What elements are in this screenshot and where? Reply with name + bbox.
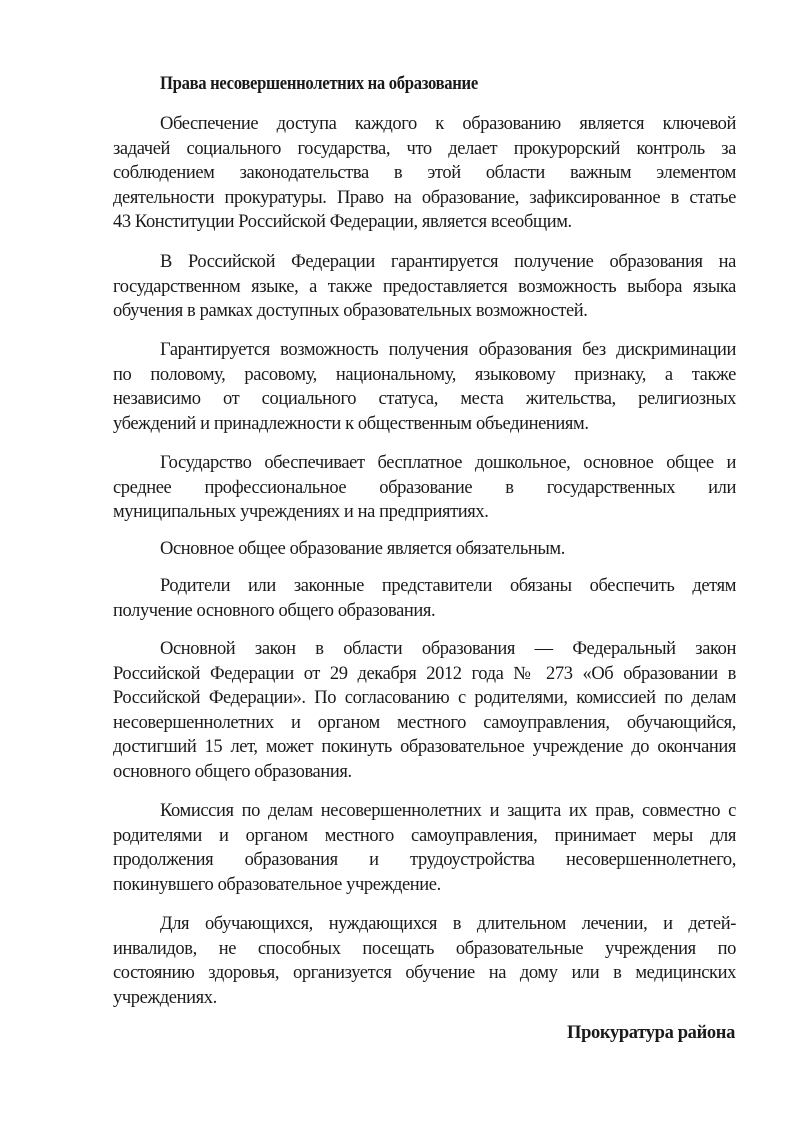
text-line: Основной закон в области образования — Федеральный закон [160,639,736,659]
text-line: основного общего образования. [113,761,352,782]
text-line: Гарантируется возможность получения образования без дискриминации [160,340,736,360]
text-line: по половому, расовому, национальному, языковому признаку, а также [113,364,736,385]
text-line: инвалидов, не способных посещать образовательные учреждения по [113,938,736,959]
paragraph-access-to-education [113,112,736,235]
paragraph-state-language [113,250,736,324]
text-line: Комиссия по делам несовершеннолетних и защита их прав, совместно с [160,801,736,821]
text-line: В Российской Федерации гарантируется получение образования на [160,252,736,272]
text-line: Российской Федерации от 29 декабря 2012 года № 273 «Об образовании в [113,663,736,684]
text-line: среднее профессиональное образование в государственных или [113,477,736,498]
text-line: Основное общее образование является обязательным. [160,539,565,559]
text-line: Родители или законные представители обязаны обеспечить детям [160,576,736,596]
paragraph-commission [113,799,736,897]
paragraph-mandatory-education [113,537,736,562]
text-line: состоянию здоровья, организуется обучение на дому или в медицинских [113,963,736,983]
document-title: Права несовершеннолетних на образование [160,74,478,94]
text-line: покинувшего образовательное учреждение. [113,874,441,895]
paragraph-federal-law [113,637,736,784]
paragraph-free-education [113,451,736,525]
text-line: независимо от социального статуса, места жительства, религиозных [113,389,736,409]
paragraph-non-discrimination [113,338,736,436]
text-line: деятельности прокуратуры. Право на образование, зафиксированное в статье [113,187,736,208]
text-line: достигший 15 лет, может покинуть образовательное учреждение до окончания [113,737,736,757]
text-line: продолжения образования и трудоустройства несовершеннолетнего, [113,850,736,870]
text-line: обучения в рамках доступных образовательных возможностей. [113,301,588,321]
text-line: несовершеннолетних и органом местного самоуправления, обучающийся, [113,712,736,733]
text-line: убеждений и принадлежности к общественным объединениям. [113,413,589,434]
text-line: 43 Конституции Российской Федерации, является всеобщим. [113,212,572,232]
text-line: Государство обеспечивает бесплатное дошкольное, основное общее и [160,453,736,473]
paragraph-home-education [113,912,736,1010]
text-line: муниципальных учреждениях и на предприятиях. [113,502,489,522]
paragraph-parents-duty [113,574,736,623]
text-line: государственном языке, а также предоставляется возможность выбора языка [113,276,736,297]
text-line: задачей социального государства, что делает прокурорский контроль за [113,138,736,159]
text-line: Для обучающихся, нуждающихся в длительном лечении, и детей- [160,914,736,934]
text-line: учреждениях. [113,987,217,1008]
document-signature: Прокуратура района [567,1023,735,1043]
text-line: Российской Федерации». По согласованию с родителями, комиссией по делам [113,688,736,708]
text-line: Обеспечение доступа каждого к образованию является ключевой [160,114,736,134]
text-line: родителями и органом местного самоуправления, принимает меры для [113,825,736,846]
text-line: получение основного общего образования. [113,600,436,621]
text-line: соблюдением законодательства в этой области важным элементом [113,163,736,183]
